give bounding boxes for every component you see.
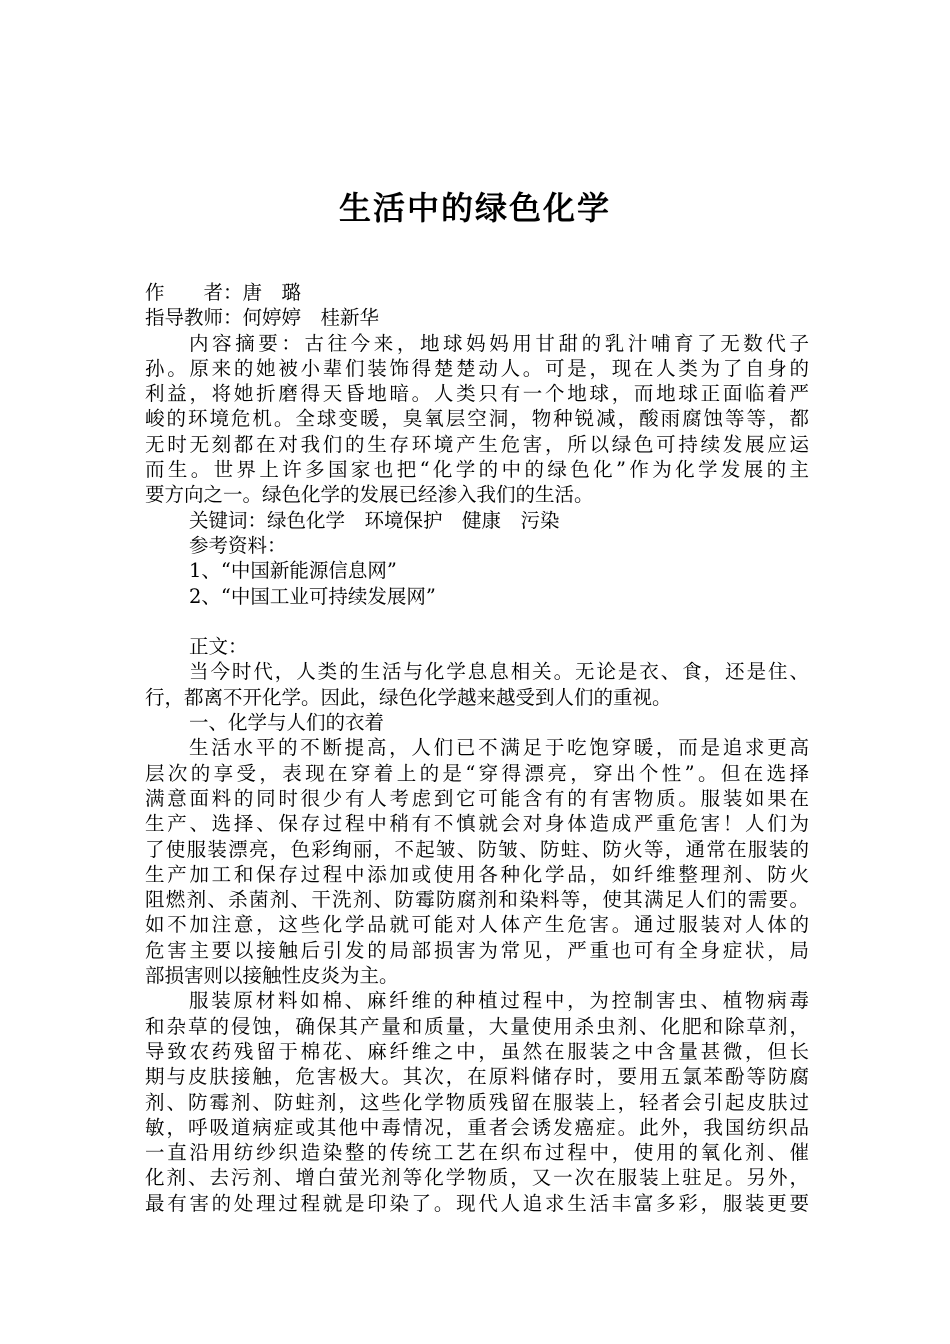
abstract-line: 无时无刻都在对我们的生存环境产生危害，所以绿色可持续发展应运 [145, 432, 809, 456]
abstract-line: 峻的环境危机。全球变暖，臭氧层空洞，物种锐减，酸雨腐蚀等等，都 [145, 407, 809, 431]
paragraph-line: 最有害的处理过程就是印染了。现代人追求生活丰富多彩，服装更要 [145, 1191, 809, 1215]
document-title: 生活中的绿色化学 [338, 189, 611, 227]
paragraph-line: 满意面料的同时很少有人考虑到它可能含有的有害物质。服装如果在 [145, 786, 809, 810]
advisor-line: 指导教师：何婷婷 桂新华 [145, 306, 380, 330]
paragraph-line: 部损害则以接触性皮炎为主。 [145, 964, 399, 988]
paragraph-line: 如不加注意，这些化学品就可能对人体产生危害。通过服装对人体的 [145, 913, 809, 937]
author-line: 作 者：唐 璐 [145, 281, 302, 304]
paragraph-line: 和杂草的侵蚀，确保其产量和质量，大量使用杀虫剂、化肥和除草剂， [145, 1014, 809, 1038]
paragraph-line: 危害主要以接触后引发的局部损害为常见，严重也可有全身症状，局 [145, 938, 809, 962]
paragraph-clothing-1 [145, 735, 809, 988]
references-label: 参考资料： [189, 533, 287, 557]
paragraph-line: 生产、选择、保存过程中稍有不慎就会对身体造成严重危害！人们为 [145, 812, 809, 836]
paragraph-line: 化剂、去污剂、增白萤光剂等化学物质，又一次在服装上驻足。另外， [145, 1166, 809, 1190]
paragraph-line: 导致农药残留于棉花、麻纤维之中，虽然在服装之中含量甚微，但长 [145, 1039, 809, 1063]
intro-paragraph [145, 659, 809, 710]
abstract-line: 而生。世界上许多国家也把“化学的中的绿色化”作为化学发展的主 [145, 458, 809, 482]
abstract-line: 内容摘要：古往今来，地球妈妈用甘甜的乳汁哺育了无数代子 [189, 331, 809, 355]
paragraph-line: 阻燃剂、杀菌剂、干洗剂、防霉防腐剂和染料等，使其满足人们的需要。 [145, 888, 809, 912]
abstract-line: 孙。原来的她被小辈们装饰得楚楚动人。可是，现在人类为了自身的 [145, 356, 809, 380]
reference-item: 1、“中国新能源信息网” [189, 559, 397, 583]
paragraph-line: 生产加工和保存过程中添加或使用各种化学品，如纤维整理剂、防火 [145, 862, 809, 886]
paragraph-line: 剂、防霉剂、防蛀剂，这些化学物质残留在服装上，轻者会引起皮肤过 [145, 1090, 809, 1114]
spacer [145, 609, 809, 634]
paragraph-line: 了使服装漂亮，色彩绚丽，不起皱、防皱、防蛀、防火等，通常在服装的 [145, 837, 809, 861]
paragraph-line: 一直沿用纺纱织造染整的传统工艺在织布过程中，使用的氧化剂、催 [145, 1141, 809, 1165]
abstract [145, 331, 809, 508]
paragraph-line: 敏，呼吸道病症或其他中毒情况，重者会诱发癌症。此外，我国纺织品 [145, 1115, 809, 1139]
abstract-line: 要方向之一。绿色化学的发展已经渗入我们的生活。 [145, 483, 594, 507]
paragraph-line: 当今时代，人类的生活与化学息息相关。无论是衣、食，还是住、 [189, 660, 809, 684]
keywords-line: 关键词：绿色化学 环境保护 健康 污染 [189, 508, 560, 532]
section-heading: 一、化学与人们的衣着 [189, 711, 385, 735]
paragraph-line: 行，都离不开化学。因此，绿色化学越来越受到人们的重视。 [145, 685, 672, 709]
reference-item: 2、“中国工业可持续发展网” [189, 584, 436, 608]
paragraph-line: 生活水平的不断提高，人们已不满足于吃饱穿暖，而是追求更高 [189, 736, 809, 760]
paragraph-line: 期与皮肤接触，危害极大。其次，在原料储存时，要用五氯苯酚等防腐 [145, 1065, 809, 1089]
paragraph-line: 层次的享受，表现在穿着上的是“穿得漂亮，穿出个性”。但在选择 [145, 761, 809, 785]
abstract-line: 利益，将她折磨得天昏地暗。人类只有一个地球，而地球正面临着严 [145, 382, 809, 406]
paragraph-clothing-2 [145, 988, 809, 1216]
paragraph-line: 服装原材料如棉、麻纤维的种植过程中，为控制害虫、植物病毒 [189, 989, 809, 1013]
document-body [145, 280, 809, 1216]
body-label: 正文： [189, 635, 248, 659]
